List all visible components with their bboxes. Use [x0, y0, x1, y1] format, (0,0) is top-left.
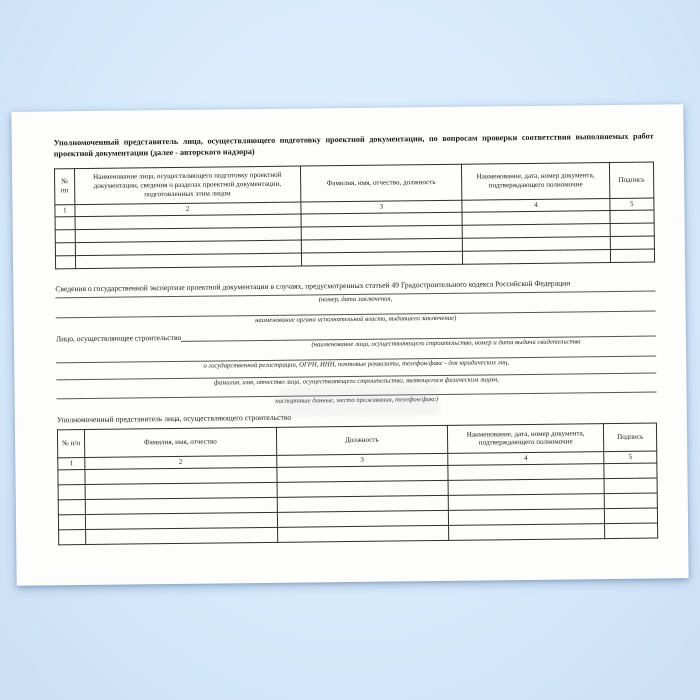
empty-cell	[448, 494, 604, 511]
empty-cell	[448, 464, 604, 481]
empty-cell	[58, 499, 85, 514]
col-header-document: Наименование, дата, номер документа, подтверждающего полномочие	[462, 162, 610, 200]
empty-cell	[58, 469, 85, 484]
col-number: 5	[610, 198, 654, 211]
col-number: 2	[75, 202, 301, 217]
empty-cell	[55, 216, 75, 229]
empty-cell	[448, 479, 604, 496]
builder-label: Лицо, осуществляющее строительство	[55, 333, 182, 344]
builder-caption-2: о государственной регистрации, ОГРН, ИНН, почтовые реквизиты, телефон/факс - для юридических лиц,	[203, 358, 510, 370]
col-number: 4	[448, 452, 604, 466]
empty-cell	[604, 478, 657, 494]
empty-cell	[605, 523, 658, 539]
empty-cell	[610, 210, 654, 224]
document-page	[11, 104, 688, 586]
builder-caption-3: фамилия, имя, отчество лица, осуществляющего строительство, являющегося физическим лицом,	[213, 376, 499, 387]
page-content	[11, 104, 688, 546]
expertise-heading: Сведения о государственной экспертизе проектной документации в случаях, предусмотренных статьей 49 Градостроительного кодекса Российской Федерации	[55, 278, 571, 293]
empty-cell	[610, 223, 654, 237]
col-header-name: Фамилия, имя, отчество	[84, 427, 276, 457]
col-number: 3	[300, 200, 462, 214]
empty-cell	[448, 524, 604, 541]
design-supervisor-table-body	[55, 210, 655, 269]
design-supervisor-table-head	[54, 162, 654, 217]
col-header-document: Наименование, дата, номер документа, подтверждающего полномочие	[447, 424, 604, 454]
empty-cell	[58, 514, 85, 529]
design-supervisor-table	[54, 161, 655, 269]
col-number: 1	[55, 204, 75, 216]
col-header-signature: Подпись	[609, 162, 654, 199]
col-number: 5	[604, 451, 657, 464]
empty-cell	[605, 508, 658, 524]
builder-caption-1: (наименование лица, осуществляющего строительство, номер и дата выдачи свидетельства	[311, 338, 581, 349]
col-header-number: № пп	[54, 168, 74, 204]
empty-cell	[277, 525, 448, 542]
empty-cell	[59, 529, 86, 544]
col-number: 1	[58, 457, 85, 469]
empty-cell	[55, 255, 75, 268]
empty-cell	[301, 251, 463, 266]
col-number: 2	[85, 455, 277, 469]
empty-cell	[75, 253, 301, 269]
builder-representative-table-body	[58, 463, 658, 545]
empty-cell	[463, 249, 610, 264]
empty-cell	[86, 527, 278, 544]
builder-representative-table	[57, 422, 658, 545]
col-number: 4	[462, 198, 609, 212]
empty-cell	[55, 229, 75, 242]
col-header-name: Фамилия, имя, отчество, должность	[300, 164, 462, 202]
col-header-signature: Подпись	[604, 423, 657, 452]
empty-cell	[604, 463, 657, 479]
col-header-person: Наименование лица, осуществляющего подготовку проектной документации, сведения о разделах проектной документации, подготовленных этим лицом	[74, 166, 300, 205]
empty-cell	[448, 509, 604, 526]
representative-heading: Уполномоченный представитель лица, осуществляющего строительство	[56, 412, 292, 425]
col-header-position: Должность	[276, 425, 448, 455]
doc-title: Уполномоченный представитель лица, осуществляющего подготовку проектной документации, по вопросам проверки соответствия выполняемых работ проектной документации (далее - авторского надзора)	[53, 131, 654, 159]
builder-caption-4: паспортные данные, место проживания, телефон/факс)	[275, 395, 439, 405]
empty-cell	[610, 249, 654, 263]
col-number: 3	[276, 453, 447, 467]
empty-cell	[604, 493, 657, 509]
empty-cell	[58, 484, 85, 499]
expertise-caption-1: (номер, дата заключения,	[318, 295, 393, 304]
expertise-caption-2: наименование органа исполнительной власти, выдавшего заключение)	[255, 314, 457, 325]
builder-representative-table-head	[57, 423, 656, 470]
empty-cell	[55, 242, 75, 255]
col-header-number: № п/п	[57, 429, 84, 457]
empty-cell	[610, 236, 654, 250]
